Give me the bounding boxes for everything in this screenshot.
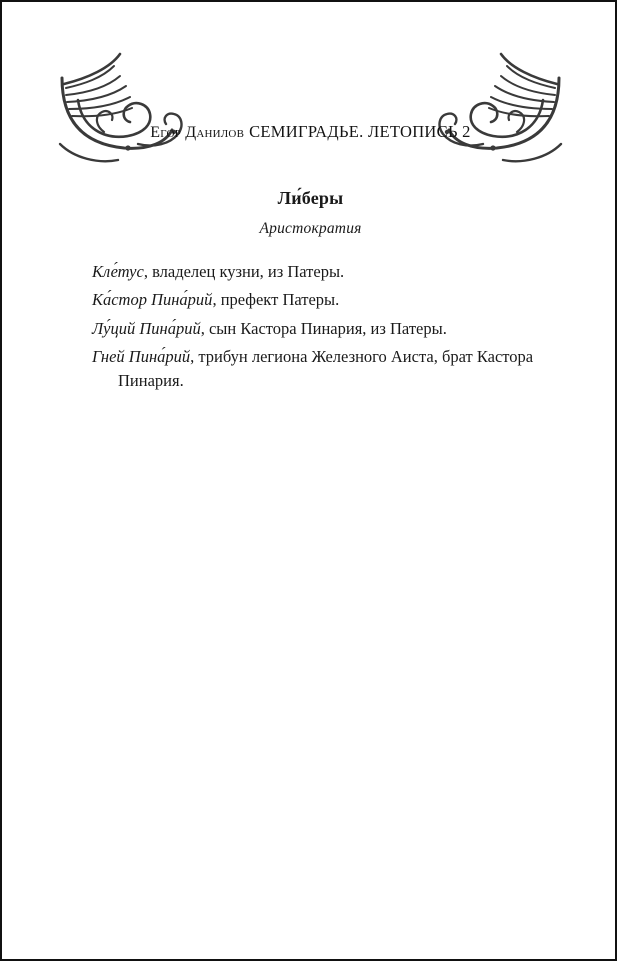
section-subtitle: Аристократия [259,220,362,237]
running-head-author: Егор Данилов [150,124,245,141]
list-item [92,260,557,283]
entry-name: Лу́ций Пина́рий [92,318,201,338]
entry-description: , трибун легиона Железного Аиста, брат Кастора Пинария. [118,347,534,390]
section-title: Ли́беры [277,188,344,208]
entry-description: , владелец кузни, из Патеры. [143,262,345,281]
running-head [58,122,563,142]
page-header [58,48,563,168]
list-item [92,317,557,340]
entry-name: Ка́стор Пина́рий [92,290,213,310]
entry-name: Гней Пина́рий [92,347,191,367]
page-blank-area [58,397,563,957]
entry-description: , сын Кастора Пинария, из Патеры. [200,318,447,338]
entry-description: , префект Патеры. [212,290,340,310]
corner-flourish-ornament-right [433,48,563,168]
page-content [58,48,563,957]
character-list [58,260,563,392]
corner-flourish-ornament-left [58,48,188,168]
running-head-title: СЕМИГРАДЬЕ. ЛЕТОПИСЬ 2 [249,122,471,141]
list-item [92,288,557,311]
entry-name: Кле́тус [92,262,144,281]
list-item [92,345,557,392]
